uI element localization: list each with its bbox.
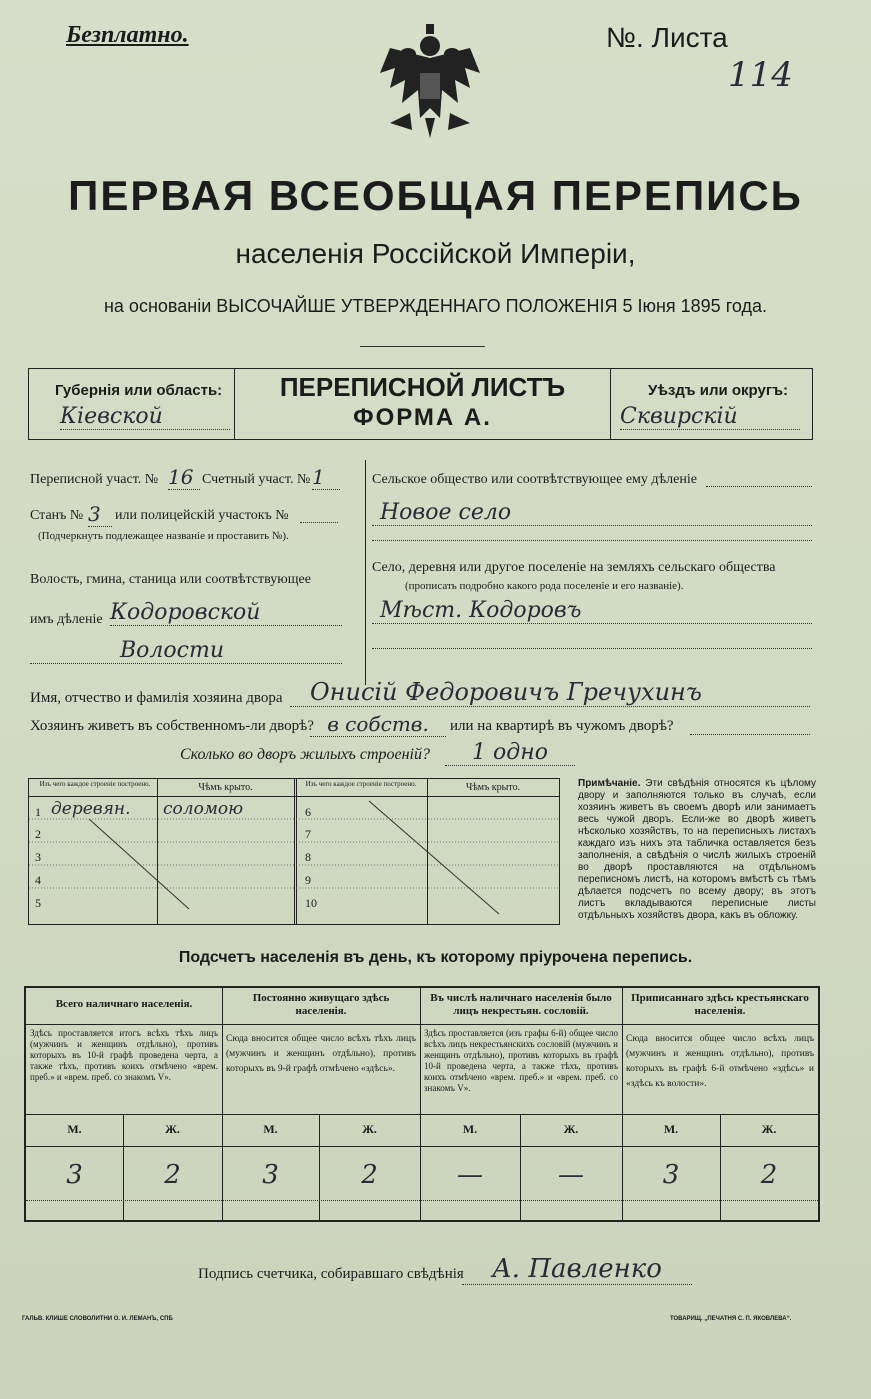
owner-name-value: Онисій Федоровичъ Гречухинъ [290,678,810,707]
count-table: Всего наличнаго населенія. Постоянно живущаго здѣсь населенія. Въ числѣ наличнаго населенія было лицъ некрестьян. сословій. Приписаннаго здѣсь крестьянскаго населенія. Здѣсь проставляется итогъ всѣхъ тѣхъ лицъ (мужчинъ и женщинъ отдѣльно), противъ которыхъ въ 10-й графѣ проведена черта, а также тѣхъ, противъ коихъ отмѣчено «врем. преб.» и «врем. преб. со знакомъ V». Сюда вносится общее число всѣхъ тѣхъ лицъ (мужчинъ и женщинъ отдѣльно), противъ которыхъ въ 9-й графѣ отмѣчено «здѣсь». Здѣсь проставляется (изъ графы 6-й) общее число всѣхъ лицъ некрестьянскихъ сословій (мужчинъ и женщинъ отдѣльно), противъ которыхъ въ графѣ 10-й проведена черта, а также тѣхъ, противъ коихъ отмѣчено «врем. преб.» и «врем. преб. со знакомъ V». Сюда вносится общее число всѣхъ лицъ (мужчинъ и женщинъ отдѣльно), противъ которыхъ въ графѣ 6-й отмѣчено «здѣсь» и «здѣсь къ волости». М. Ж. М. Ж. М. Ж. М. Ж. 3 2 3 2 — — 3 2 [24,986,820,1222]
society-label: Сельское общество или соотвѣтствующее ему дѣленіе [372,472,697,487]
form-subtitle: ФОРМА А. [353,404,492,431]
permanent-m: 3 [262,1160,279,1190]
total-f: 2 [164,1160,181,1190]
ornament-divider [360,346,485,347]
village-value: Мѣст. Кодоровъ [372,598,812,624]
police-label: или полицейскій участокъ № [115,508,289,523]
column-divider [365,460,366,685]
sheet-number-value: 114 [728,55,793,95]
district-label: Уѣздъ или округъ: [648,382,789,399]
footer-right: ТОВАРИЩ. „ПЕЧАТНЯ С. П. ЯКОВЛЕВА“. [670,1316,792,1322]
signature-label: Подпись счетчика, собиравшаго свѣдѣнія [198,1266,464,1282]
village-note: (прописать подробно какого рода поселеніе и его названіе). [405,580,684,592]
basis-line: на основаніи ВЫСОЧАЙШЕ УТВЕРЖДЕННАГО ПОЛОЖЕНІЯ 5 Іюня 1895 года. [103,296,767,316]
buildings-label: Сколько во дворъ жилыхъ строеній? [180,746,430,763]
volost-value-2: Волости [30,638,342,664]
note-heading: Примѣчаніе. [578,778,641,789]
province-label: Губернія или область: [55,382,223,399]
col3-head: Въ числѣ наличнаго населенія было лицъ некрестьян. сословій. [430,992,612,1017]
double-headed-eagle-emblem [370,18,490,148]
census-section-label: Переписной участ. № [30,472,159,487]
volost-value: Кодоровской [110,600,342,626]
signature-value: А. Павленко [462,1254,692,1285]
building-1-material: деревян. [51,799,131,819]
sheet-number-label: №. Листа [606,22,728,53]
volost-label: Волость, гмина, станица или соотвѣтствующее [30,572,311,587]
note-text: Эти свѣдѣнія относятся къ цѣлому двору и заполняются только въ случаѣ, если хозяинъ живетъ въ своемъ дворѣ или занимаетъ весь чужой дворъ. Если-же во дворѣ живетъ нѣсколько хозяйствъ, то на переписныхъ листахъ каждаго изъ нихъ эта табличка оставляется безъ заполненія, а свѣдѣнія о числѣ жилыхъ строеній во дворѣ проставляются на отдѣльномъ переписномъ листѣ, на которомъ вмѣстѣ съ тѣмъ дѣлается подсчетъ по всему двору; въ этотъ листъ вкладываются переписные листы отдѣльныхъ хозяйствъ двора, какъ въ обложку. [578,778,817,921]
census-section-value: 16 [168,465,200,490]
stan-value: 3 [88,502,112,527]
subtitle: населенія Россійской Имперіи, [235,238,636,269]
col4-head: Приписаннаго здѣсь крестьянскаго населенія. [631,992,809,1017]
permanent-f: 2 [361,1160,378,1190]
society-value: Новое село [372,500,812,526]
buildings-table: Изъ чего каждое строеніе построено. Чѣмъ крыто. Изъ чего каждое строеніе построено. Чѣмъ крыто. 1 2 3 4 5 деревян. соломою 6 7 8 9 10 [28,778,560,925]
nonpeasant-m: — [457,1160,483,1190]
registered-m: 3 [662,1160,680,1190]
owner-name-label: Имя, отчество и фамилія хозяина двора [30,690,283,706]
nonpeasant-f: — [558,1160,584,1190]
police-note: (Подчеркнуть подлежащее названіе и проставить №). [38,530,289,542]
owner-lives-label: Хозяинъ живетъ въ собственномъ-ли дворѣ? [30,718,314,734]
free-label: Безплатно. [66,22,189,48]
count-section-value: 1 [312,465,340,490]
building-1-roof: соломою [163,799,244,819]
owner-lives-label-2: или на квартирѣ въ чужомъ дворѣ? [450,718,674,734]
stan-label: Станъ № [30,508,84,523]
col1-head: Всего наличнаго населенія. [55,998,193,1010]
province-value: Кіевской [60,404,230,430]
count-section-label: Счетный участ. № [202,472,311,487]
main-title: ПЕРВАЯ ВСЕОБЩАЯ ПЕРЕПИСЬ [68,172,803,219]
col2-head: Постоянно живущаго здѣсь населенія. [252,992,390,1017]
buildings-value: 1 одно [445,740,575,766]
district-value: Сквирскій [620,404,800,430]
village-label: Село, деревня или другое поселеніе на земляхъ сельскаго общества [372,560,776,575]
count-title: Подсчетъ населенія въ день, къ которому пріурочена перепись. [178,949,693,966]
total-m: 3 [66,1160,83,1190]
police-value [300,522,338,523]
volost-label-2: имъ дѣленіе [30,612,103,627]
form-title: ПЕРЕПИСНОЙ ЛИСТЪ [279,372,566,402]
footer-left: ГАЛЬВ. КЛИШЕ СЛОВОЛИТНИ О. И. ЛЕМАНЪ, СПБ [22,1316,173,1322]
note-block [578,778,816,922]
owner-lives-value: в собств. [310,712,446,737]
strike-lines [29,779,559,924]
registered-f: 2 [760,1160,778,1190]
